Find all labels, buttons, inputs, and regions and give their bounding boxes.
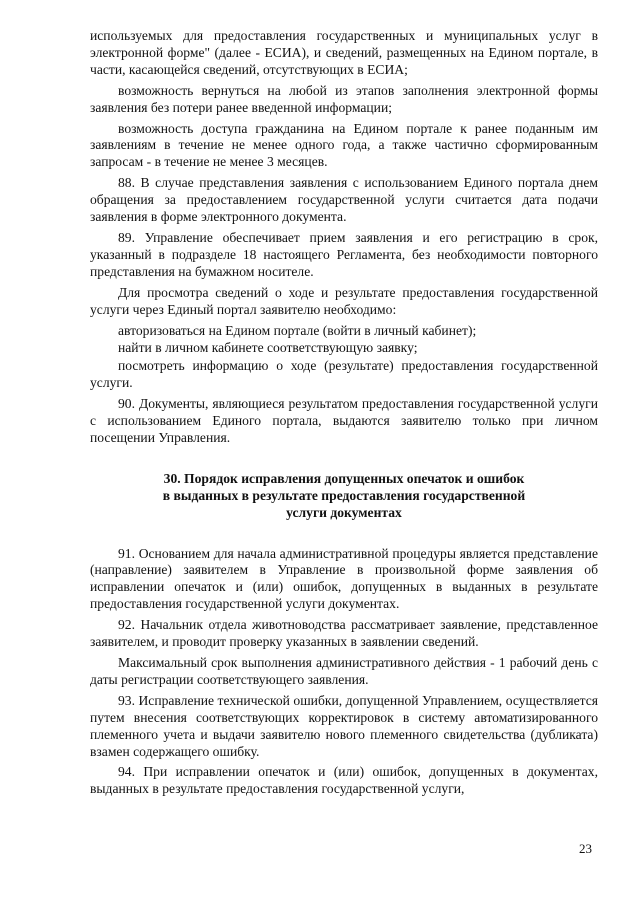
section-heading-line: в выданных в результате предоставления государственной xyxy=(162,487,526,503)
paragraph-94: 94. При исправлении опечаток и (или) ошибок, допущенных в документах, выданных в результате предоставления государственной услуги, xyxy=(90,764,598,797)
section-heading-line: 30. Порядок исправления допущенных опечаток и ошибок xyxy=(163,470,525,486)
section-heading-30 xyxy=(90,471,598,522)
paragraph-88: 88. В случае представления заявления с использованием Единого портала днем обращения за предоставлением государственной услуги считается дата подачи заявления в форме электронного документа. xyxy=(90,175,598,225)
paragraph-93: 93. Исправление технической ошибки, допущенной Управлением, осуществляется путем внесения соответствующих корректировок в систему автоматизированного племенного учета и выдачи заявителю нового племенного свидетельства (дубликата) взамен содержащего ошибку. xyxy=(90,692,598,759)
list-item-find-application: найти в личном кабинете соответствующую заявку; xyxy=(118,340,418,356)
paragraph-access-to-applications: возможность доступа гражданина на Едином портале к ранее поданным им заявлениям в течение не менее одного года, а также частично сформированным запросам - в течение не менее 3 месяцев. xyxy=(90,120,598,170)
paragraph-90: 90. Документы, являющиеся результатом предоставления государственной услуги с использованием Единого портала, выдаются заявителю только при личном посещении Управления. xyxy=(90,396,598,445)
page-number: 23 xyxy=(579,841,592,856)
list-item-authorize: авторизоваться на Едином портале (войти в личный кабинет); xyxy=(118,322,477,338)
paragraph-return-to-step: возможность вернуться на любой из этапов заполнения электронной формы заявления без потери ранее введенной информации; xyxy=(90,82,598,115)
paragraph-max-duration: Максимальный срок выполнения административного действия - 1 рабочий день с даты регистрации соответствующего заявления. xyxy=(90,655,598,687)
paragraph-esia-continuation: используемых для предоставления государственных и муниципальных услуг в электронной форме" (далее - ЕСИА), и сведений, размещенных на Едином портале, в части, касающейся сведений, отсутствующих в ЕСИА; xyxy=(90,28,598,77)
paragraph-91: 91. Основанием для начала административной процедуры является представление (направление) заявителем в Управление в произвольной форме заявления об исправлении опечаток и (или) ошибок, допущенных в выданных в результате предоставления государственной услуги документах. xyxy=(90,545,598,612)
list-item-view-information: посмотреть информацию о ходе (результате) предоставления государственной услуги. xyxy=(90,358,598,391)
section-heading-line: услуги документах xyxy=(286,504,402,520)
paragraph-view-status-intro: Для просмотра сведений о ходе и результате предоставления государственной услуги через Единый портал заявителю необходимо: xyxy=(90,284,598,317)
paragraph-89: 89. Управление обеспечивает прием заявления и его регистрацию в срок, указанный в подразделе 18 настоящего Регламента, без необходимости повторного представления на бумажном носителе. xyxy=(90,229,598,279)
paragraph-92: 92. Начальник отдела животноводства рассматривает заявление, представленное заявителем, и проводит проверку указанных в заявлении сведений. xyxy=(90,617,598,650)
